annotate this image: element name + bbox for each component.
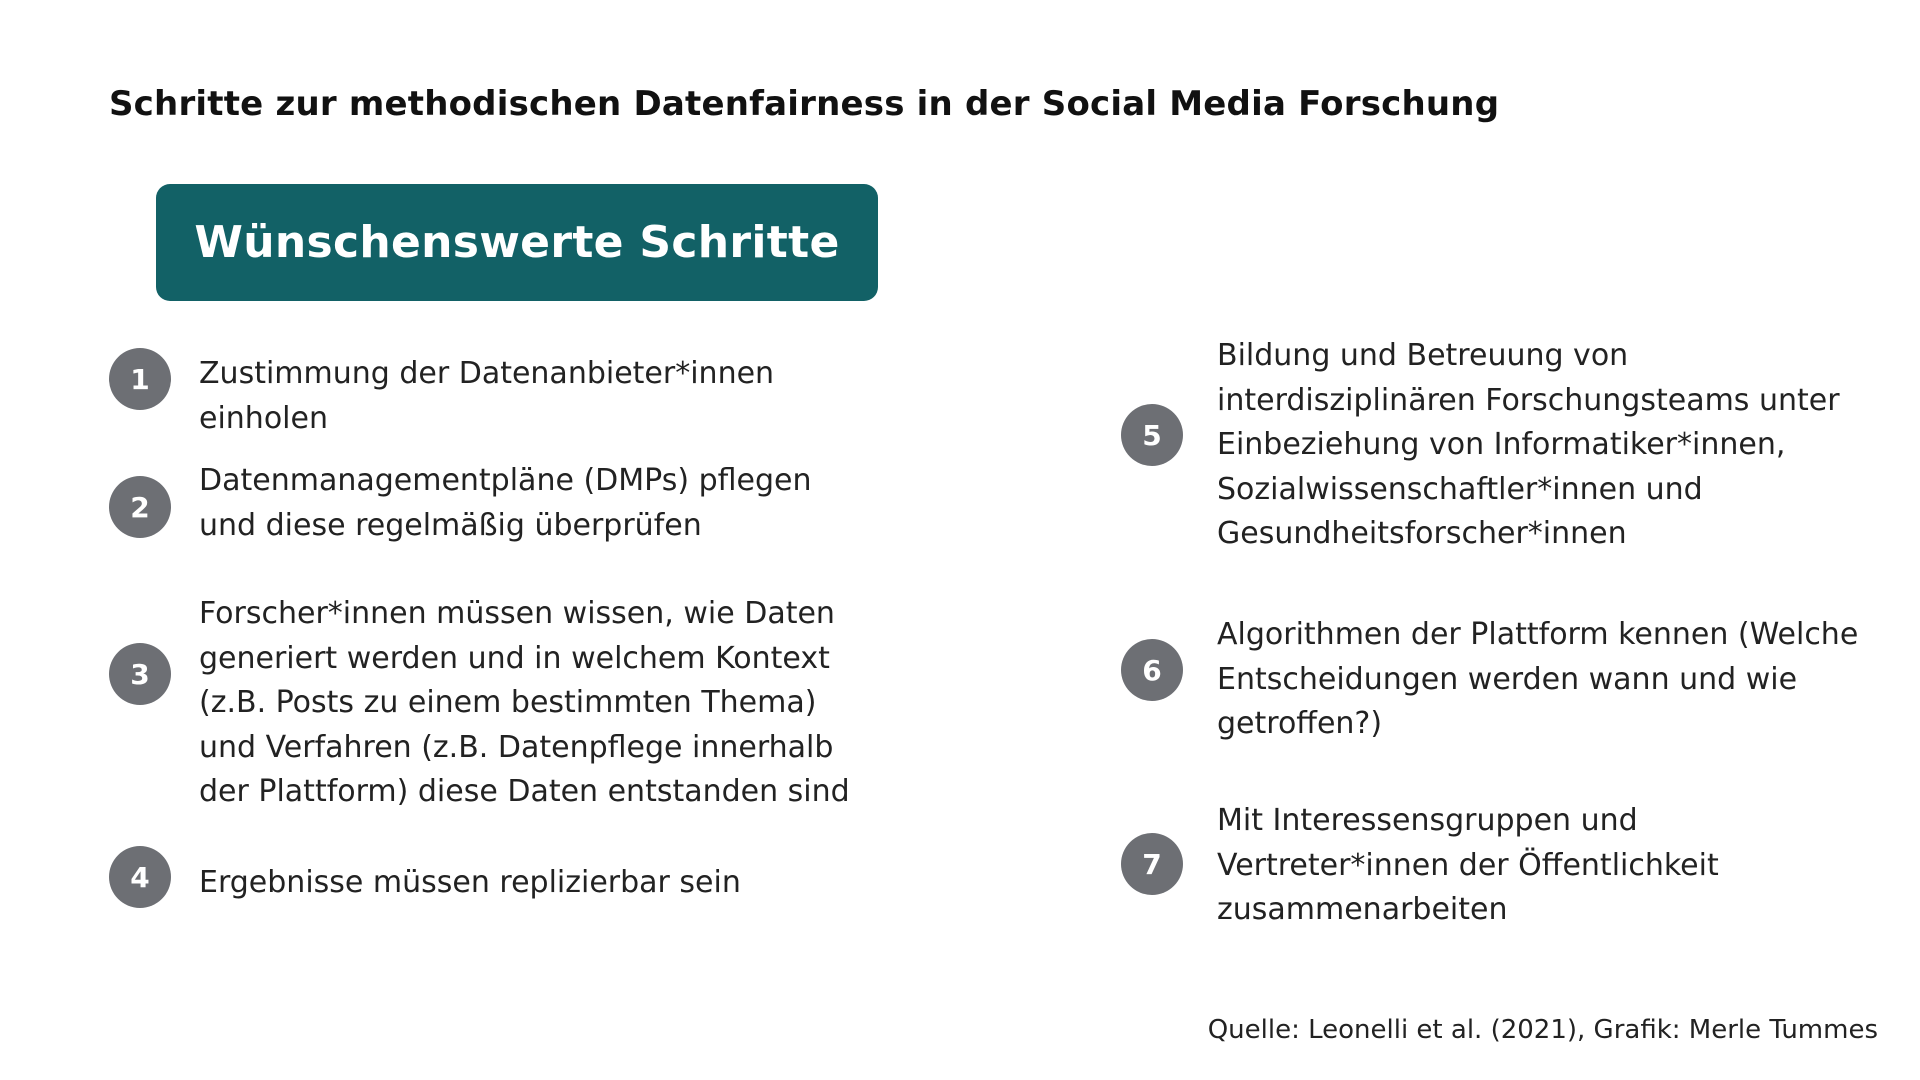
step-number-badge: 4 xyxy=(109,846,171,908)
step-text: Algorithmen der Plattform kennen (Welche Entscheidungen werden wann und wie getroffen?) xyxy=(1217,617,1859,741)
step-text: Forscher*innen müssen wissen, wie Daten generiert werden und in welchem Kontext (z.B. Posts zu einem bestimmten Thema) und Verfahren (z.B. Datenpflege innerhalb der Plattform) diese Daten entstanden sind xyxy=(199,596,850,809)
page-title: Schritte zur methodischen Datenfairness in der Social Media Forschung xyxy=(109,84,1500,124)
step-text: Ergebnisse müssen replizierbar sein xyxy=(199,865,741,900)
step-number-badge: 6 xyxy=(1121,639,1183,701)
step-text: Zustimmung der Datenanbieter*innen einholen xyxy=(199,356,775,436)
step-text: Bildung und Betreuung von interdisziplinären Forschungsteams unter Einbeziehung von Informatiker*innen, Sozialwissenschaftler*innen und Gesundheitsforscher*innen xyxy=(1217,338,1840,551)
section-banner xyxy=(156,184,878,301)
source-credit: Quelle: Leonelli et al. (2021), Grafik: Merle Tummes xyxy=(1207,1015,1878,1045)
step-text: Mit Interessensgruppen und Vertreter*innen der Öffentlichkeit zusammenarbeiten xyxy=(1217,803,1719,927)
section-banner-label: Wünschenswerte Schritte xyxy=(194,217,840,268)
step-number-badge: 5 xyxy=(1121,404,1183,466)
step-number-badge: 1 xyxy=(109,348,171,410)
step-text: Datenmanagementpläne (DMPs) pflegen und diese regelmäßig überprüfen xyxy=(199,463,812,543)
step-number-badge: 3 xyxy=(109,643,171,705)
step-number-badge: 7 xyxy=(1121,833,1183,895)
step-number-badge: 2 xyxy=(109,476,171,538)
